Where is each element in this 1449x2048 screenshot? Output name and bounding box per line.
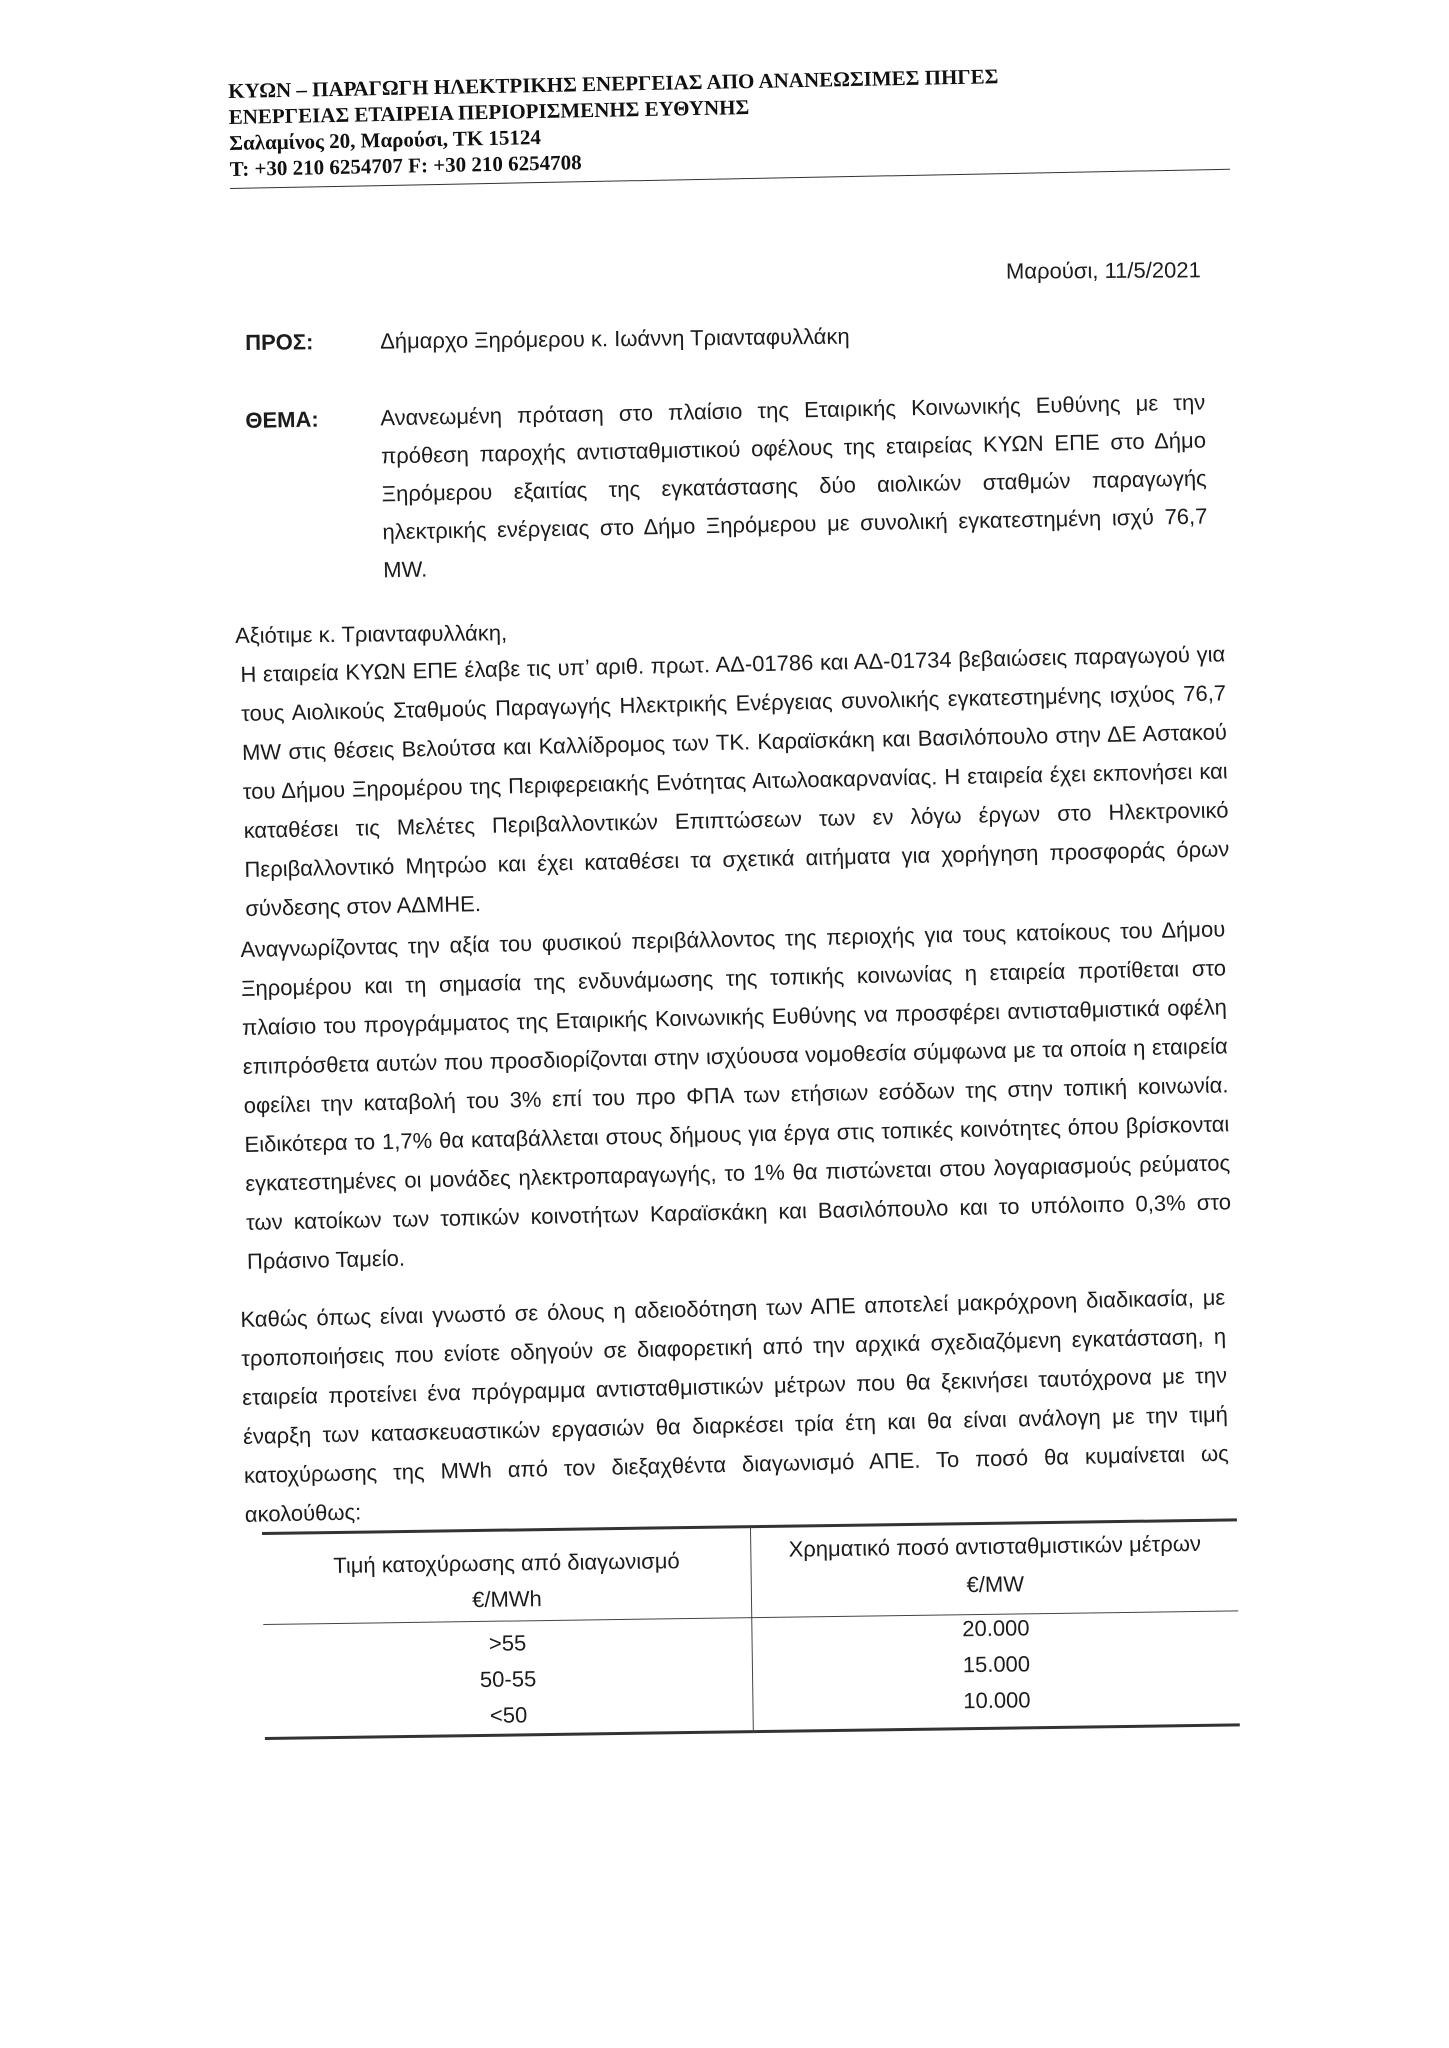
letter-date: Μαρούσι, 11/5/2021	[1006, 257, 1202, 284]
table-cell-amount: 20.000	[962, 1615, 1030, 1642]
company-address: Σαλαμίνος 20, Μαρούσι, ΤΚ 15124	[229, 125, 542, 155]
salutation: Αξιότιμε κ. Τριανταφυλλάκη,	[235, 620, 508, 648]
table-cell-amount: 15.000	[962, 1651, 1031, 1678]
table-header-amount: Χρηματικό ποσό αντισταθμιστικών μέτρων	[788, 1530, 1202, 1562]
body-paragraph: Αναγνωρίζοντας την αξία του φυσικού περιβάλλοντος της περιοχής για τους κατοίκους του Δήμου Ξηρομέρου και τη σημασία της ενδυνάμωσης της τοπικής κοινωνίας η εταιρεία προτίθεται στο πλαίσιο του προγράμματος της Εταιρικής Κοινωνικής Ευθύνης να προσφέρει αντισταθμιστικά οφέλη επιπρόσθετα αυτών που προσδιορίζονται στην ισχύουσα νομοθεσία σύμφωνα με τα οποία η εταιρεία οφείλει την καταβολή του 3% επί του προ ΦΠΑ των ετήσιων εσόδων της στην τοπική κοινωνία. Ειδικότερα το 1,7% θα καταβάλλεται στους δήμους για έργα στις τοπικές κοινότητες όπου βρίσκονται εγκατεστημένες οι μονάδες ηλεκτροπαραγωγής, το 1% θα πιστώνεται στου λογαριασμούς ρεύματος των κατοίκων των τοπικών κοινοτήτων Καραϊσκάκη και Βασιλόπουλο και το υπόλοιπο 0,3% στο Πράσινο Ταμείο.	[240, 916, 1232, 1274]
recipient-label: ΠΡΟΣ:	[245, 329, 314, 355]
compensation-table	[262, 1518, 1240, 1740]
table-cell-price: >55	[488, 1630, 527, 1656]
company-name-line2: ΕΝΕΡΓΕΙΑΣ ΕΤΑΙΡΕΙΑ ΠΕΡΙΟΡΙΣΜΕΝΗΣ ΕΥΘΥΝΗΣ	[228, 95, 750, 129]
table-header-price: Τιμή κατοχύρωσης από διαγωνισμό	[333, 1548, 680, 1579]
table-cell-price: 50-55	[479, 1666, 537, 1692]
table-header-price-unit: €/MWh	[471, 1586, 542, 1613]
subject-text: Ανανεωμένη πρόταση στο πλαίσιο της Εταιρικής Κοινωνικής Ευθύνης με την πρόθεση παροχής αντισταθμιστικού οφέλους της εταιρείας ΚΥΩΝ ΕΠΕ στο Δήμο Ξηρόμερου εξαιτίας της εγκατάστασης δύο αιολικών σταθμών παραγωγής ηλεκτρικής ενέργειας στο Δήμο Ξηρόμερου με συνολική εγκατεστημένη ισχύ 76,7 MW.	[380, 389, 1208, 583]
body-paragraph: Καθώς όπως είναι γνωστό σε όλους η αδειοδότηση των ΑΠΕ αποτελεί μακρόχρονη διαδικασία, με τροποποιήσεις που ενίοτε οδηγούν σε διαφορετική από την αρχικά σχεδιαζόμενη εγκατάσταση, η εταιρεία προτείνει ένα πρόγραμμα αντισταθμιστικών μέτρων που θα ξεκινήσει ταυτόχρονα με την έναρξη των κατασκευαστικών εργασιών θα διαρκέσει τρία έτη και θα είναι ανάλογη με την τιμή κατοχύρωσης της MWh από τον διεξαχθέντα διαγωνισμό ΑΠΕ. Το ποσό θα κυμαίνεται ως ακολούθως:	[240, 1284, 1230, 1527]
company-name-line1: ΚΥΩΝ – ΠΑΡΑΓΩΓΗ ΗΛΕΚΤΡΙΚΗΣ ΕΝΕΡΓΕΙΑΣ ΑΠΟ ΑΝΑΝΕΩΣΙΜΕΣ ΠΗΓΕΣ	[228, 64, 999, 103]
letterhead	[228, 59, 1230, 189]
subject-field	[245, 384, 1208, 583]
recipient-value: Δήμαρχο Ξηρόμερου κ. Ιωάννη Τριανταφυλλάκη	[379, 323, 850, 354]
subject-label: ΘΕΜΑ:	[245, 406, 319, 433]
body-paragraph: Η εταιρεία ΚΥΩΝ ΕΠΕ έλαβε τις υπ’ αριθ. πρωτ. ΑΔ-01786 και ΑΔ-01734 βεβαιώσεις παραγωγού για τους Αιολικούς Σταθμούς Παραγωγής Ηλεκτρικής Ενέργειας συνολικής εγκατεστημένης ισχύος 76,7 MW στις θέσεις Βελούτσα και Καλλίδρομος των ΤΚ. Καραϊσκάκη και Βασιλόπουλο στην ΔΕ Αστακού του Δήμου Ξηρομέρου της Περιφερειακής Ενότητας Αιτωλοακαρνανίας. Η εταιρεία έχει εκπονήσει και καταθέσει τις Μελέτες Περιβαλλοντικών Επιπτώσεων των εν λόγω έργων στο Ηλεκτρονικό Περιβαλλοντικό Μητρώο και έχει καταθέσει τα σχετικά αιτήματα για χορήγηση προσφοράς όρων σύνδεσης στον ΑΔΜΗΕ.	[240, 641, 1230, 921]
table-cell-price: <50	[489, 1702, 528, 1728]
table-header-amount-unit: €/MW	[966, 1571, 1025, 1598]
table-cell-amount: 10.000	[963, 1687, 1031, 1714]
company-phone-fax: Τ: +30 210 6254707 F: +30 210 6254708	[229, 150, 582, 181]
